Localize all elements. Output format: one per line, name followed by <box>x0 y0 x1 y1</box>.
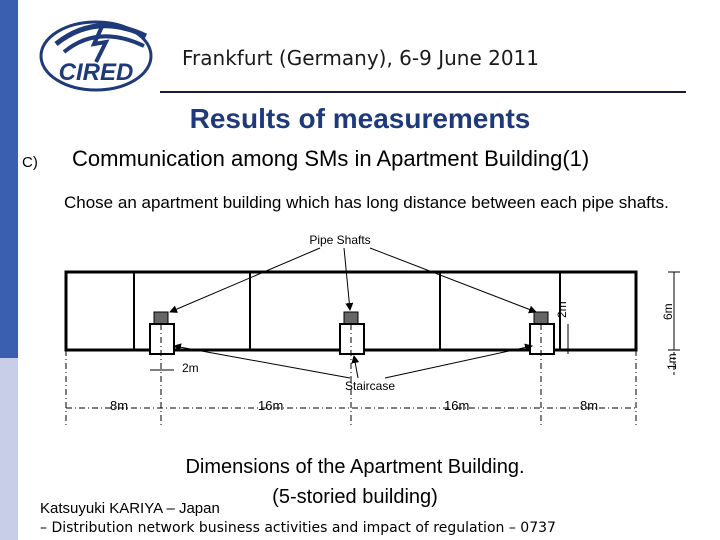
caption-line-1: Dimensions of the Apartment Building. <box>185 456 525 478</box>
footer-session: – Distribution network business activities and impact of regulation – 0737 <box>40 520 556 536</box>
staircase-1 <box>150 324 174 354</box>
side-bar-bottom <box>0 358 18 540</box>
dim-2m-bottom: 2m <box>182 361 199 375</box>
conference-title: Frankfurt (Germany), 6-9 June 2011 <box>182 46 540 70</box>
body-text: Chose an apartment building which has long distance between each pipe shafts. <box>64 193 669 212</box>
pipe-shaft-3 <box>534 312 548 324</box>
dim-6m: 6m <box>661 303 675 320</box>
dim-1m: 1m <box>665 353 679 370</box>
pipe-shaft-2 <box>344 312 358 324</box>
dim-8m-right: 8m <box>580 398 599 413</box>
slide-title: Results of measurements <box>189 103 531 134</box>
dim-16m-left: 16m <box>258 398 284 413</box>
caption-line-2: (5-storied building) <box>272 486 438 508</box>
side-bar-top <box>0 0 18 358</box>
bullet-heading: Communication among SMs in Apartment Building(1) <box>72 146 590 171</box>
staircase-3 <box>530 324 554 354</box>
logo-text: CIRED <box>58 59 134 86</box>
staircase-label: Staircase <box>344 379 396 393</box>
side-bar <box>0 0 18 540</box>
header-rule <box>160 91 686 93</box>
bullet-marker: C) <box>22 154 38 171</box>
dim-8m-left: 8m <box>110 398 129 413</box>
pipe-shaft-1 <box>154 312 168 324</box>
staircase-2 <box>340 324 364 354</box>
dim-2m-right: 2m <box>555 301 569 318</box>
dim-16m-right: 16m <box>444 398 470 413</box>
pipe-shafts-label: Pipe Shafts <box>309 233 371 247</box>
footer-author: Katsuyuki KARIYA – Japan <box>40 500 220 517</box>
building-diagram <box>40 228 720 428</box>
cired-logo <box>36 14 156 94</box>
